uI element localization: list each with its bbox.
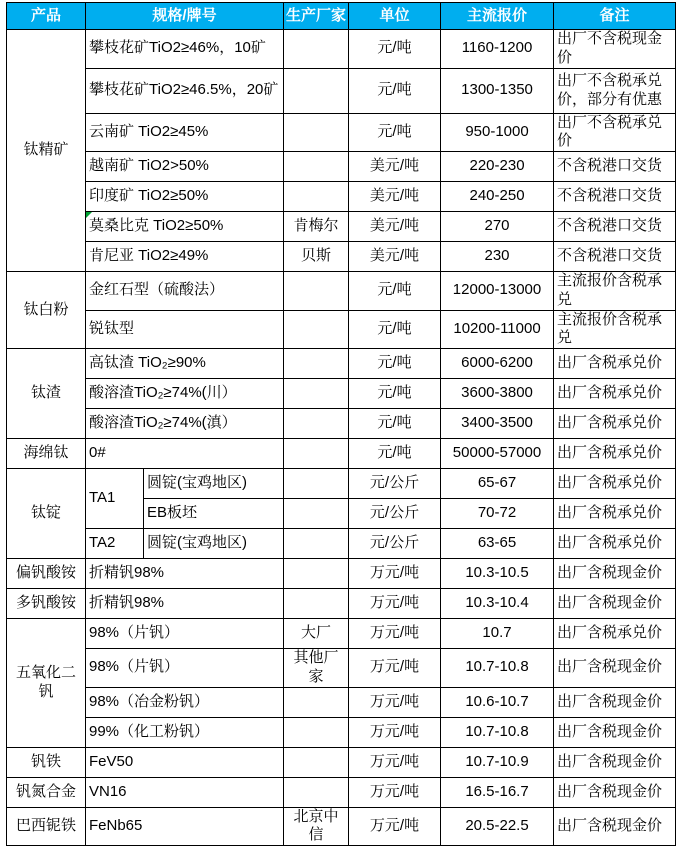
unit-cell: 元/公斤 [349, 499, 441, 529]
manufacturer-cell [284, 777, 349, 807]
note-cell: 出厂含税现金价 [554, 559, 676, 589]
unit-cell: 元/吨 [349, 68, 441, 113]
table-row [7, 113, 676, 152]
spec-cell: 越南矿 TiO2>50% [86, 152, 284, 182]
column-header: 生产厂家 [284, 3, 349, 30]
table-row [7, 349, 676, 379]
manufacturer-cell [284, 687, 349, 717]
spec-cell: 莫桑比克 TiO2≥50% [86, 212, 284, 242]
table-row [7, 68, 676, 113]
unit-cell: 万元/吨 [349, 807, 441, 846]
product-cell: 巴西铌铁 [7, 807, 86, 846]
note-cell: 出厂含税现金价 [554, 807, 676, 846]
note-cell: 出厂含税承兑价 [554, 409, 676, 439]
note-cell: 主流报价含税承兑 [554, 272, 676, 311]
manufacturer-cell [284, 529, 349, 559]
price-cell: 50000-57000 [441, 439, 554, 469]
product-cell: 钒氮合金 [7, 777, 86, 807]
spec-cell: 折精钒98% [86, 559, 284, 589]
manufacturer-cell: 贝斯 [284, 242, 349, 272]
product-cell: 钛白粉 [7, 272, 86, 349]
spec-type-cell: EB板坯 [144, 499, 284, 529]
manufacturer-cell [284, 182, 349, 212]
price-cell: 230 [441, 242, 554, 272]
table-header [7, 3, 676, 30]
column-header: 规格/牌号 [86, 3, 284, 30]
manufacturer-cell: 其他厂家 [284, 649, 349, 688]
table-row [7, 212, 676, 242]
price-cell: 950-1000 [441, 113, 554, 152]
table-row [7, 717, 676, 747]
product-cell: 钛精矿 [7, 30, 86, 272]
manufacturer-cell [284, 469, 349, 499]
manufacturer-cell [284, 30, 349, 69]
note-cell: 出厂含税现金价 [554, 649, 676, 688]
manufacturer-cell [284, 559, 349, 589]
note-cell: 出厂含税现金价 [554, 747, 676, 777]
manufacturer-cell [284, 589, 349, 619]
unit-cell: 万元/吨 [349, 717, 441, 747]
manufacturer-cell [284, 439, 349, 469]
unit-cell: 元/吨 [349, 30, 441, 69]
note-cell: 出厂含税承兑价 [554, 529, 676, 559]
spec-cell: 98%（片钒） [86, 619, 284, 649]
table-row [7, 619, 676, 649]
price-cell: 6000-6200 [441, 349, 554, 379]
note-cell: 出厂含税承兑价 [554, 439, 676, 469]
unit-cell: 万元/吨 [349, 619, 441, 649]
unit-cell: 美元/吨 [349, 212, 441, 242]
product-cell: 五氧化二钒 [7, 619, 86, 748]
unit-cell: 美元/吨 [349, 152, 441, 182]
manufacturer-cell [284, 409, 349, 439]
price-cell: 270 [441, 212, 554, 242]
note-cell: 出厂含税承兑价 [554, 619, 676, 649]
manufacturer-cell [284, 68, 349, 113]
note-cell: 出厂含税现金价 [554, 687, 676, 717]
spec-cell: 肯尼亚 TiO2≥49% [86, 242, 284, 272]
unit-cell: 元/吨 [349, 113, 441, 152]
spec-cell: 0# [86, 439, 284, 469]
price-cell: 220-230 [441, 152, 554, 182]
manufacturer-cell: 肯梅尔 [284, 212, 349, 242]
spec-type-cell: 圆锭(宝鸡地区) [144, 529, 284, 559]
manufacturer-cell [284, 349, 349, 379]
comment-marker-icon [86, 212, 92, 218]
table-row [7, 777, 676, 807]
price-cell: 10.3-10.5 [441, 559, 554, 589]
product-cell: 钒铁 [7, 747, 86, 777]
table-row [7, 152, 676, 182]
price-cell: 10.7 [441, 619, 554, 649]
spec-cell: 98%（片钒） [86, 649, 284, 688]
spec-cell: 锐钛型 [86, 310, 284, 349]
price-cell: 70-72 [441, 499, 554, 529]
price-cell: 10.7-10.8 [441, 649, 554, 688]
table-row [7, 30, 676, 69]
manufacturer-cell [284, 152, 349, 182]
table-row [7, 807, 676, 846]
column-header: 备注 [554, 3, 676, 30]
header-row [7, 3, 676, 30]
price-cell: 1160-1200 [441, 30, 554, 69]
price-cell: 65-67 [441, 469, 554, 499]
table-row [7, 182, 676, 212]
table-row [7, 649, 676, 688]
unit-cell: 元/吨 [349, 272, 441, 311]
note-cell: 出厂含税承兑价 [554, 349, 676, 379]
price-cell: 10.6-10.7 [441, 687, 554, 717]
unit-cell: 元/公斤 [349, 529, 441, 559]
price-cell: 12000-13000 [441, 272, 554, 311]
table-row [7, 589, 676, 619]
table-row [7, 529, 676, 559]
spec-cell: 高钛渣 TiO₂≥90% [86, 349, 284, 379]
spec-cell: 酸溶渣TiO₂≥74%(川） [86, 379, 284, 409]
note-cell: 不含税港口交货 [554, 242, 676, 272]
price-table [6, 2, 676, 846]
note-cell: 不含税港口交货 [554, 212, 676, 242]
spec-cell: 攀枝花矿TiO2≥46.5%，20矿 [86, 68, 284, 113]
table-row [7, 409, 676, 439]
price-cell: 3600-3800 [441, 379, 554, 409]
spec-grade-cell: TA2 [86, 529, 144, 559]
product-cell: 多钒酸铵 [7, 589, 86, 619]
manufacturer-cell [284, 379, 349, 409]
spec-grade-cell: TA1 [86, 469, 144, 529]
unit-cell: 元/吨 [349, 409, 441, 439]
note-cell: 出厂含税现金价 [554, 717, 676, 747]
price-cell: 240-250 [441, 182, 554, 212]
spec-cell: 印度矿 TiO2≥50% [86, 182, 284, 212]
note-cell: 出厂含税现金价 [554, 777, 676, 807]
price-cell: 16.5-16.7 [441, 777, 554, 807]
unit-cell: 元/吨 [349, 379, 441, 409]
price-cell: 3400-3500 [441, 409, 554, 439]
unit-cell: 元/吨 [349, 310, 441, 349]
table-row [7, 469, 676, 499]
note-cell: 出厂含税现金价 [554, 589, 676, 619]
spec-cell: 99%（化工粉钒） [86, 717, 284, 747]
product-cell: 钛渣 [7, 349, 86, 439]
note-cell: 出厂不含税现金价 [554, 30, 676, 69]
table-row [7, 272, 676, 311]
spec-cell: FeV50 [86, 747, 284, 777]
table-row [7, 687, 676, 717]
spec-cell: 云南矿 TiO2≥45% [86, 113, 284, 152]
spec-type-cell: 圆锭(宝鸡地区) [144, 469, 284, 499]
unit-cell: 美元/吨 [349, 242, 441, 272]
note-cell: 主流报价含税承兑 [554, 310, 676, 349]
spec-cell: 98%（冶金粉钒） [86, 687, 284, 717]
unit-cell: 元/吨 [349, 439, 441, 469]
price-cell: 10.3-10.4 [441, 589, 554, 619]
price-cell: 63-65 [441, 529, 554, 559]
unit-cell: 元/公斤 [349, 469, 441, 499]
table-row [7, 379, 676, 409]
unit-cell: 万元/吨 [349, 687, 441, 717]
unit-cell: 美元/吨 [349, 182, 441, 212]
note-cell: 出厂不含税承兑价，部分有优惠 [554, 68, 676, 113]
manufacturer-cell [284, 272, 349, 311]
manufacturer-cell [284, 717, 349, 747]
table-row [7, 310, 676, 349]
spec-cell: 攀枝花矿TiO2≥46%，10矿 [86, 30, 284, 69]
manufacturer-cell: 北京中信 [284, 807, 349, 846]
spec-cell: 折精钒98% [86, 589, 284, 619]
unit-cell: 万元/吨 [349, 777, 441, 807]
manufacturer-cell [284, 113, 349, 152]
spec-cell: 酸溶渣TiO₂≥74%(滇） [86, 409, 284, 439]
table-row [7, 439, 676, 469]
product-cell: 海绵钛 [7, 439, 86, 469]
price-cell: 1300-1350 [441, 68, 554, 113]
note-cell: 出厂不含税承兑价 [554, 113, 676, 152]
price-cell: 10.7-10.9 [441, 747, 554, 777]
note-cell: 出厂含税承兑价 [554, 469, 676, 499]
unit-cell: 万元/吨 [349, 747, 441, 777]
note-cell: 出厂含税承兑价 [554, 379, 676, 409]
spec-cell: FeNb65 [86, 807, 284, 846]
spec-cell: VN16 [86, 777, 284, 807]
manufacturer-cell [284, 747, 349, 777]
table-row [7, 242, 676, 272]
price-cell: 10200-11000 [441, 310, 554, 349]
price-cell: 20.5-22.5 [441, 807, 554, 846]
unit-cell: 元/吨 [349, 349, 441, 379]
product-cell: 钛锭 [7, 469, 86, 559]
table-body [7, 30, 676, 846]
column-header: 产品 [7, 3, 86, 30]
price-cell: 10.7-10.8 [441, 717, 554, 747]
manufacturer-cell: 大厂 [284, 619, 349, 649]
spec-cell: 金红石型（硫酸法） [86, 272, 284, 311]
unit-cell: 万元/吨 [349, 589, 441, 619]
manufacturer-cell [284, 499, 349, 529]
table-row [7, 747, 676, 777]
note-cell: 不含税港口交货 [554, 152, 676, 182]
unit-cell: 万元/吨 [349, 649, 441, 688]
table-row [7, 559, 676, 589]
product-cell: 偏钒酸铵 [7, 559, 86, 589]
column-header: 单位 [349, 3, 441, 30]
column-header: 主流报价 [441, 3, 554, 30]
note-cell: 不含税港口交货 [554, 182, 676, 212]
manufacturer-cell [284, 310, 349, 349]
note-cell: 出厂含税承兑价 [554, 499, 676, 529]
unit-cell: 万元/吨 [349, 559, 441, 589]
